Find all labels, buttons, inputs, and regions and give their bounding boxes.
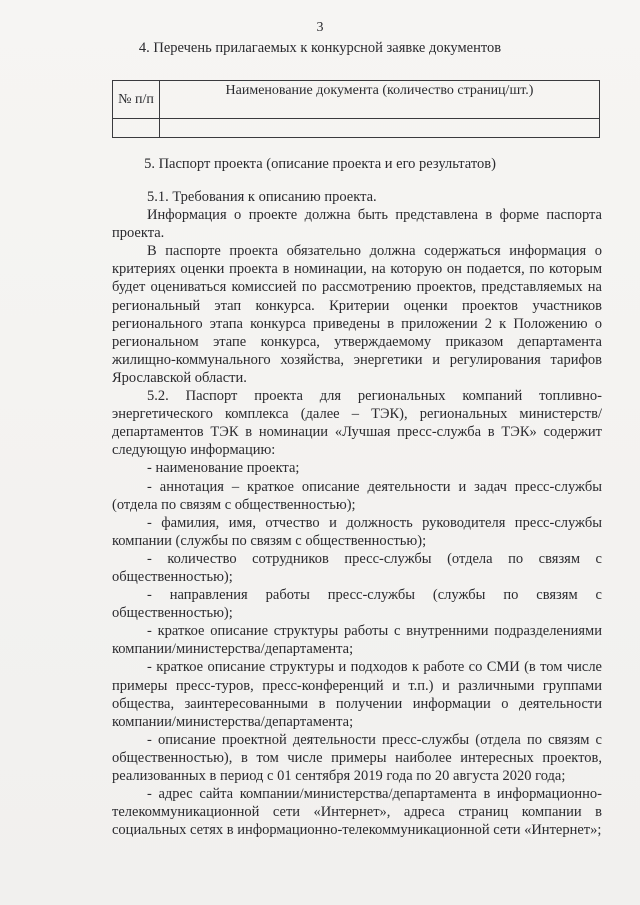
list-item: - наименование проекта; bbox=[147, 460, 300, 477]
list-item: - фамилия, имя, отчество и должность руководителя пресс-службы компании (службы по связям с общественностью); bbox=[112, 514, 602, 549]
list-item: - направления работы пресс-службы (службы по связям с общественностью); bbox=[112, 587, 602, 622]
table-header-row bbox=[113, 81, 600, 119]
paragraph-info-form: Информация о проекте должна быть представлена в форме паспорта проекта. bbox=[112, 207, 602, 242]
documents-table bbox=[112, 80, 600, 138]
list-item: - краткое описание структуры работы с внутренними подразделениями компании/министерства/департамента; bbox=[112, 623, 602, 658]
table-cell-document-name bbox=[160, 119, 600, 138]
page-number: 3 bbox=[316, 20, 324, 35]
column-header-document-name: Наименование документа (количество страниц/шт.) bbox=[160, 81, 600, 119]
paragraph-criteria: В паспорте проекта обязательно должна содержаться информация о критериях оценки проекта в номинации, на которую он подается, по которым будет оцениваться комиссией по рассмотрению проектов, представляемых на региональный этап конкурса. Критерии оценки проектов участников регионального этапа конкурса приведены в приложении 2 к Положению о региональном этапе конкурса, утверждаемому приказом департамента жилищно-коммунального хозяйства, энергетики и регулирования тарифов Ярославской области. bbox=[112, 243, 602, 386]
table-cell-number bbox=[113, 119, 160, 138]
section-4-title: 4. Перечень прилагаемых к конкурсной заявке документов bbox=[138, 40, 502, 56]
list-item: - краткое описание структуры и подходов к работе со СМИ (в том числе примеры пресс-туров, пресс-конференций и т.п.) и различными группами общества, заинтересованными в получении информации о деятельности компании/министерства/департамента; bbox=[112, 659, 602, 730]
paragraph-5-1-heading: 5.1. Требования к описанию проекта. bbox=[147, 189, 377, 205]
paragraph-5-2: 5.2. Паспорт проекта для региональных компаний топливно-энергетического комплекса (далее – ТЭК), региональных министерств/департаментов ТЭК в номинации «Лучшая пресс-служба в ТЭК» содержит следующую информацию: bbox=[112, 388, 602, 459]
list-item: - аннотация – краткое описание деятельности и задач пресс-службы (отдела по связям с общественностью); bbox=[112, 478, 602, 513]
section-5-body bbox=[112, 188, 602, 839]
section-5-title: 5. Паспорт проекта (описание проекта и его результатов) bbox=[144, 156, 496, 172]
list-item: - описание проектной деятельности пресс-службы (отдела по связям с общественностью), в том числе примеры наиболее интересных проектов, реализованных в период с 01 сентября 2019 года по 20 августа 2020 года; bbox=[112, 731, 602, 784]
list-item: - количество сотрудников пресс-службы (отдела по связям с общественностью); bbox=[112, 550, 602, 585]
table-row bbox=[113, 119, 600, 138]
column-header-number: № п/п bbox=[113, 81, 160, 119]
list-item: - адрес сайта компании/министерства/департамента в информационно-телекоммуникационной сети «Интернет», адреса страниц компании в социальных сетях в информационно-телекоммуникационной сети «Интернет»; bbox=[112, 786, 602, 839]
